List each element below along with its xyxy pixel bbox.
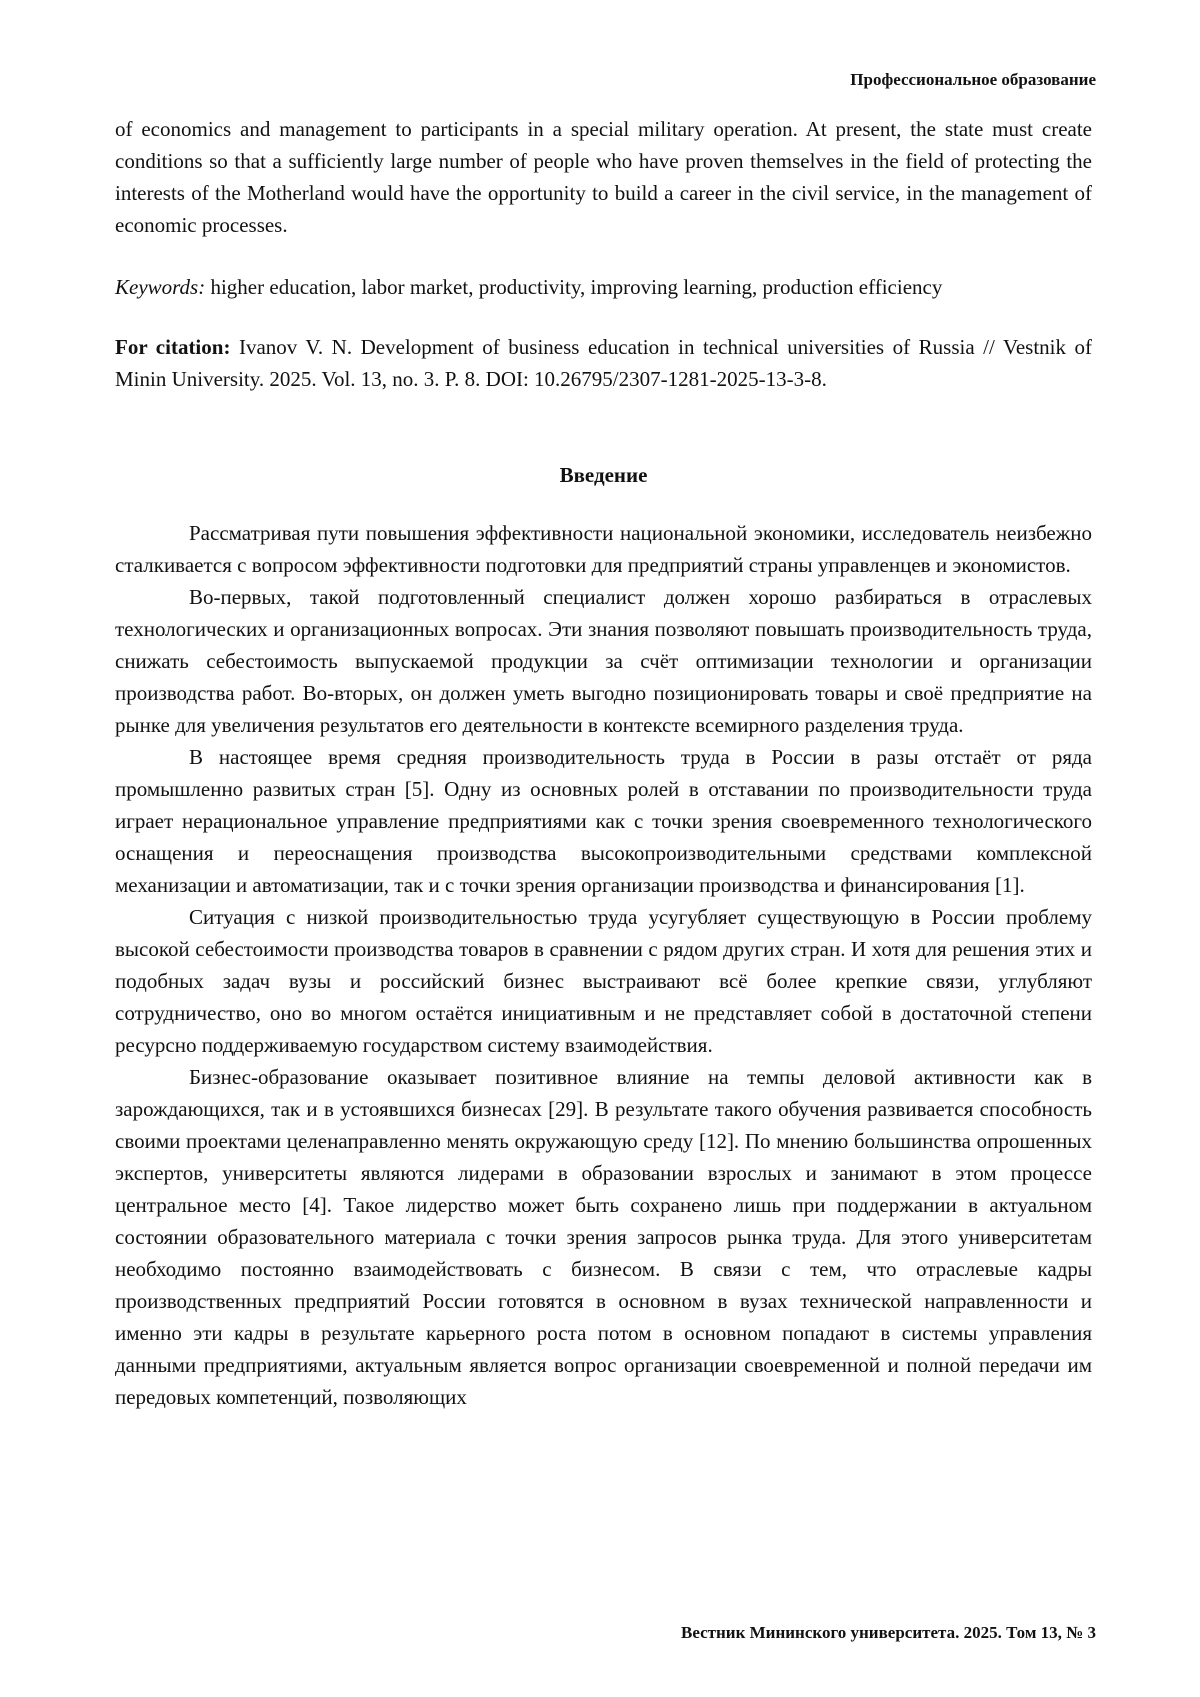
abstract-text: of economics and management to participants in a special military operation. At present, the state must create conditions so that a sufficiently large number of people who have proven themselves in the field of protecting the interests of the Motherland would have the opportunity to build a career in the civil service, in the management of economic processes. <box>115 113 1092 241</box>
document-page <box>0 0 1200 1697</box>
citation <box>115 331 1092 395</box>
citation-label: For citation: <box>115 335 230 359</box>
keywords-text: higher education, labor market, productivity, improving learning, production efficiency <box>205 275 942 299</box>
body-paragraph: Рассматривая пути повышения эффективности национальной экономики, исследователь неизбежно сталкивается с вопросом эффективности подготовки для предприятий страны управленцев и экономистов. <box>115 517 1092 581</box>
body-paragraph: В настоящее время средняя производительность труда в России в разы отстаёт от ряда промышленно развитых стран [5]. Одну из основных ролей в отставании по производительности труда играет нерациональное управление предприятиями как с точки зрения своевременного технологического оснащения и переоснащения производства высокопроизводительными средствами комплексной механизации и автоматизации, так и с точки зрения организации производства и финансирования [1]. <box>115 741 1092 901</box>
body-paragraph: Ситуация с низкой производительностью труда усугубляет существующую в России проблему высокой себестоимости производства товаров в сравнении с рядом других стран. И хотя для решения этих и подобных задач вузы и российский бизнес выстраивают всё более крепкие связи, углубляют сотрудничество, оно во многом остаётся инициативным и не представляет собой в достаточной степени ресурсно поддерживаемую государством систему взаимодействия. <box>115 901 1092 1061</box>
running-header: Профессиональное образование <box>850 70 1096 90</box>
keywords-label: Keywords: <box>115 275 205 299</box>
keywords <box>115 271 1092 303</box>
page-content <box>115 113 1092 1413</box>
body-paragraph: Бизнес-образование оказывает позитивное влияние на темпы деловой активности как в зарождающихся, так и в устоявшихся бизнесах [29]. В результате такого обучения развивается способность своими проектами целенаправленно менять окружающую среду [12]. По мнению большинства опрошенных экспертов, университеты являются лидерами в образовании взрослых и занимают в этом процессе центральное место [4]. Такое лидерство может быть сохранено лишь при поддержании в актуальном состоянии образовательного материала с точки зрения запросов рынка труда. Для этого университетам необходимо постоянно взаимодействовать с бизнесом. В связи с тем, что отраслевые кадры производственных предприятий России готовятся в основном в вузах технической направленности и именно эти кадры в результате карьерного роста потом в основном попадают в системы управления данными предприятиями, актуальным является вопрос организации своевременной и полной передачи им передовых компетенций, позволяющих <box>115 1061 1092 1413</box>
running-footer: Вестник Мининского университета. 2025. Том 13, № 3 <box>681 1623 1096 1643</box>
citation-text: Ivanov V. N. Development of business education in technical universities of Russia // Vestnik of Minin University. 2025. Vol. 13, no. 3. P. 8. DOI: 10.26795/2307-1281-2025-13-3-8. <box>115 335 1092 391</box>
body-paragraph: Во-первых, такой подготовленный специалист должен хорошо разбираться в отраслевых технологических и организационных вопросах. Эти знания позволяют повышать производительность труда, снижать себестоимость выпускаемой продукции за счёт оптимизации технологии и организации производства работ. Во-вторых, он должен уметь выгодно позиционировать товары и своё предприятие на рынке для увеличения результатов его деятельности в контексте всемирного разделения труда. <box>115 581 1092 741</box>
section-title: Введение <box>115 459 1092 491</box>
